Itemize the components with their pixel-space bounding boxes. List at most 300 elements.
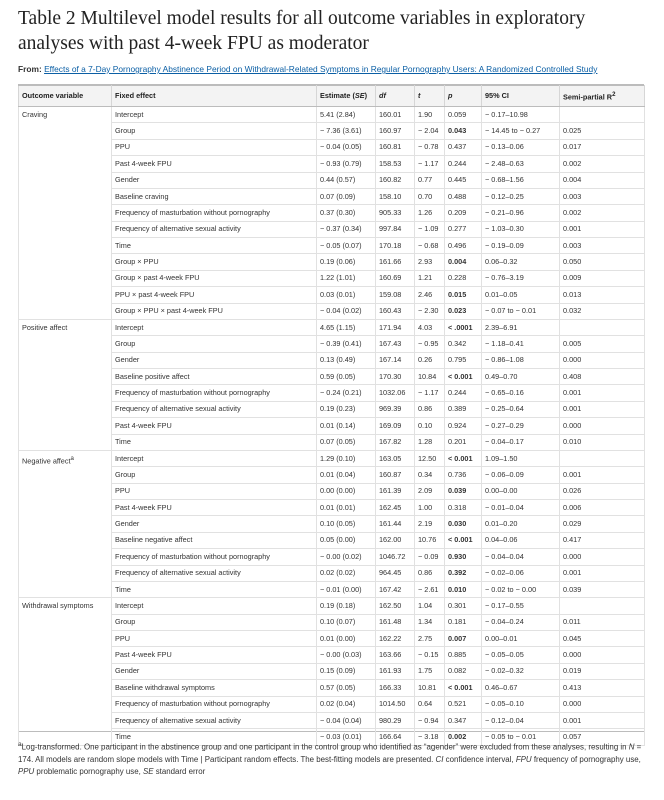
table-row [19,369,645,385]
ci-cell: − 1.03–0.30 [482,221,560,237]
ci-cell: − 0.02–0.32 [482,663,560,679]
r2-cell: 0.026 [560,483,645,499]
df-cell: 162.50 [376,598,415,614]
p-cell: < 0.001 [445,450,482,466]
df-cell: 171.94 [376,319,415,335]
df-cell: 159.08 [376,287,415,303]
p-cell: 0.389 [445,401,482,417]
effect-cell: Time [112,729,317,745]
results-table [18,85,645,746]
df-cell: 163.05 [376,450,415,466]
p-cell: 0.209 [445,205,482,221]
r2-cell: 0.010 [560,434,645,450]
p-cell: 0.301 [445,598,482,614]
effect-cell: Group × past 4-week FPU [112,270,317,286]
ci-cell: 0.04–0.06 [482,532,560,548]
effect-cell: Intercept [112,450,317,466]
estimate-cell: 1.22 (1.01) [317,270,376,286]
df-cell: 160.97 [376,123,415,139]
p-cell: 0.015 [445,287,482,303]
df-cell: 167.42 [376,581,415,597]
col-header-ci: 95% CI [482,86,560,107]
estimate-cell: 0.01 (0.14) [317,418,376,434]
estimate-cell: 0.57 (0.05) [317,680,376,696]
r2-cell: 0.002 [560,156,645,172]
footnote-marker: a [18,741,22,748]
estimate-cell: 0.19 (0.18) [317,598,376,614]
effect-cell: Baseline negative affect [112,532,317,548]
col-header-t: t [415,86,445,107]
ci-cell: 0.46–0.67 [482,680,560,696]
r2-cell: 0.050 [560,254,645,270]
ci-cell: − 0.04–0.24 [482,614,560,630]
df-cell: 167.82 [376,434,415,450]
p-cell: 0.059 [445,107,482,123]
p-cell: 0.392 [445,565,482,581]
r2-cell [560,107,645,123]
ci-cell: − 0.01–0.04 [482,500,560,516]
df-cell: 1014.50 [376,696,415,712]
p-cell: 0.924 [445,418,482,434]
table-row [19,467,645,483]
table-row [19,172,645,188]
table-row [19,319,645,335]
r2-cell: 0.000 [560,549,645,565]
df-cell: 161.93 [376,663,415,679]
p-cell: 0.496 [445,238,482,254]
effect-cell: Group [112,123,317,139]
effect-cell: Past 4-week FPU [112,500,317,516]
outcome-cell: Withdrawal symptoms [19,598,112,745]
df-cell: 167.43 [376,336,415,352]
t-cell: 0.77 [415,172,445,188]
p-cell: 0.445 [445,172,482,188]
df-cell: 997.84 [376,221,415,237]
p-cell: 0.521 [445,696,482,712]
estimate-cell: 0.19 (0.06) [317,254,376,270]
effect-cell: Group [112,336,317,352]
ci-cell: − 0.04–0.04 [482,549,560,565]
estimate-cell: 0.01 (0.04) [317,467,376,483]
r2-cell: 0.013 [560,287,645,303]
estimate-cell: − 0.93 (0.79) [317,156,376,172]
estimate-cell: − 0.39 (0.41) [317,336,376,352]
footnote-marker: a [70,454,74,462]
estimate-cell: 4.65 (1.15) [317,319,376,335]
table-row [19,680,645,696]
effect-cell: Intercept [112,107,317,123]
p-cell: 0.347 [445,712,482,728]
r2-cell: 0.006 [560,500,645,516]
abbreviation: CI [435,754,444,764]
p-cell: < .0001 [445,319,482,335]
table-row [19,156,645,172]
df-cell: 169.09 [376,418,415,434]
p-cell: < 0.001 [445,532,482,548]
table-row [19,598,645,614]
r2-cell: 0.025 [560,123,645,139]
r2-cell: 0.417 [560,532,645,548]
effect-cell: Intercept [112,319,317,335]
t-cell: 10.84 [415,369,445,385]
r2-cell: 0.408 [560,369,645,385]
t-cell: 2.09 [415,483,445,499]
table-row [19,418,645,434]
ci-cell: − 0.04–0.17 [482,434,560,450]
df-cell: 167.14 [376,352,415,368]
t-cell: − 0.09 [415,549,445,565]
table-row [19,516,645,532]
table-row [19,434,645,450]
t-cell: 0.10 [415,418,445,434]
r2-cell: 0.045 [560,631,645,647]
df-cell: 161.66 [376,254,415,270]
df-cell: 969.39 [376,401,415,417]
df-cell: 162.45 [376,500,415,516]
r2-cell: 0.000 [560,696,645,712]
r2-cell: 0.003 [560,238,645,254]
ci-cell: − 0.19–0.09 [482,238,560,254]
table-row [19,647,645,663]
estimate-cell: 0.13 (0.49) [317,352,376,368]
table-row [19,188,645,204]
estimate-cell: 0.00 (0.00) [317,483,376,499]
estimate-cell: 0.10 (0.05) [317,516,376,532]
p-cell: 0.277 [445,221,482,237]
table-row [19,712,645,728]
effect-cell: Group × PPU [112,254,317,270]
r2-cell: 0.001 [560,221,645,237]
ci-cell: 0.01–0.20 [482,516,560,532]
estimate-cell: 0.44 (0.57) [317,172,376,188]
estimate-cell: − 0.37 (0.34) [317,221,376,237]
ci-cell: − 0.06–0.09 [482,467,560,483]
estimate-cell: 0.02 (0.02) [317,565,376,581]
r2-cell: 0.000 [560,352,645,368]
table-header-row [19,86,645,107]
ci-cell: − 0.02–0.06 [482,565,560,581]
estimate-cell: − 0.05 (0.07) [317,238,376,254]
ci-cell: − 0.05 to − 0.01 [482,729,560,745]
r2-cell: 0.029 [560,516,645,532]
df-cell: 166.33 [376,680,415,696]
df-cell: 161.39 [376,483,415,499]
p-cell: 0.318 [445,500,482,516]
abbreviation: SE [143,767,154,777]
r2-cell: 0.039 [560,581,645,597]
p-cell: 0.007 [445,631,482,647]
r2-cell: 0.032 [560,303,645,319]
r2-cell: 0.001 [560,712,645,728]
df-cell: 158.53 [376,156,415,172]
table-row [19,303,645,319]
table-row [19,581,645,597]
p-cell: 0.002 [445,729,482,745]
estimate-cell: 0.03 (0.01) [317,287,376,303]
ci-cell: − 0.07 to − 0.01 [482,303,560,319]
df-cell: 1032.06 [376,385,415,401]
df-cell: 1046.72 [376,549,415,565]
p-cell: 0.023 [445,303,482,319]
df-cell: 160.69 [376,270,415,286]
source-label: From: [18,64,42,74]
table-row [19,450,645,466]
t-cell: − 3.18 [415,729,445,745]
p-cell: 0.930 [445,549,482,565]
t-cell: − 1.17 [415,385,445,401]
t-cell: 10.76 [415,532,445,548]
effect-cell: Time [112,238,317,254]
effect-cell: Frequency of alternative sexual activity [112,712,317,728]
t-cell: 2.46 [415,287,445,303]
df-cell: 158.10 [376,188,415,204]
p-cell: < 0.001 [445,369,482,385]
source-article-link[interactable]: Effects of a 7-Day Pornography Abstinence Period on Withdrawal-Related Symptoms in Regular Pornography Users: A Randomized Controlled Study [44,64,598,74]
t-cell: 0.34 [415,467,445,483]
t-cell: − 0.68 [415,238,445,254]
df-cell: 905.33 [376,205,415,221]
p-cell: 0.010 [445,581,482,597]
effect-cell: PPU [112,139,317,155]
t-cell: − 2.61 [415,581,445,597]
estimate-cell: 5.41 (2.84) [317,107,376,123]
r2-cell [560,598,645,614]
df-cell: 162.22 [376,631,415,647]
df-cell: 161.44 [376,516,415,532]
effect-cell: Baseline craving [112,188,317,204]
table-row [19,500,645,516]
effect-cell: Frequency of masturbation without pornography [112,549,317,565]
r2-cell: 0.011 [560,614,645,630]
t-cell: 2.93 [415,254,445,270]
r2-cell: 0.001 [560,565,645,581]
table-footnote: $^a$Log-transformed. One participant in the abstinence group and one participant in the control group who identified as “agender” were excluded from these analyses, resulting in N = 174. All models are random slope models with Time | Participant random effects. The best-fitting models are presented. CI confidence interval, FPU frequency of pornography use, PPU problematic pornography use, SE standard error [18,741,642,777]
ci-cell: − 0.68–1.56 [482,172,560,188]
table-row [19,205,645,221]
t-cell: 0.86 [415,401,445,417]
outcome-cell: Positive affect [19,319,112,450]
r2-cell: 0.001 [560,385,645,401]
p-cell: 0.004 [445,254,482,270]
table-row [19,549,645,565]
table-row [19,614,645,630]
t-cell: 1.26 [415,205,445,221]
table-row [19,107,645,123]
effect-cell: PPU × past 4-week FPU [112,287,317,303]
ci-cell: − 0.76–3.19 [482,270,560,286]
effect-cell: Gender [112,663,317,679]
ci-cell: 0.49–0.70 [482,369,560,385]
t-cell: 1.04 [415,598,445,614]
estimate-cell: 0.37 (0.30) [317,205,376,221]
t-cell: 10.81 [415,680,445,696]
estimate-cell: 0.02 (0.04) [317,696,376,712]
df-cell: 170.30 [376,369,415,385]
p-cell: 0.488 [445,188,482,204]
t-cell: 12.50 [415,450,445,466]
table-row [19,336,645,352]
results-table-container [18,84,644,741]
ci-cell: − 0.21–0.96 [482,205,560,221]
t-cell: − 0.95 [415,336,445,352]
estimate-cell: 0.07 (0.09) [317,188,376,204]
r2-cell: 0.000 [560,418,645,434]
t-cell: 1.75 [415,663,445,679]
estimate-cell: − 0.24 (0.21) [317,385,376,401]
effect-cell: Frequency of alternative sexual activity [112,401,317,417]
r2-cell: 0.413 [560,680,645,696]
t-cell: 1.00 [415,500,445,516]
ci-cell: − 0.65–0.16 [482,385,560,401]
abbreviation: PPU [18,767,35,777]
p-cell: 0.030 [445,516,482,532]
ci-cell: 2.39–6.91 [482,319,560,335]
effect-cell: Baseline withdrawal symptoms [112,680,317,696]
df-cell: 964.45 [376,565,415,581]
effect-cell: PPU [112,483,317,499]
df-cell: 170.18 [376,238,415,254]
table-row [19,352,645,368]
ci-cell: − 0.05–0.10 [482,696,560,712]
effect-cell: Gender [112,352,317,368]
ci-cell: − 0.05–0.05 [482,647,560,663]
effect-cell: Time [112,581,317,597]
effect-cell: Frequency of masturbation without pornography [112,696,317,712]
t-cell: 1.34 [415,614,445,630]
estimate-cell: − 0.04 (0.04) [317,712,376,728]
table-row [19,123,645,139]
table-title: Table 2 Multilevel model results for all outcome variables in exploratory analyses with past 4-week FPU as moderator [18,8,586,54]
estimate-cell: 0.01 (0.01) [317,500,376,516]
effect-cell: Group × PPU × past 4-week FPU [112,303,317,319]
t-cell: 2.19 [415,516,445,532]
df-cell: 162.00 [376,532,415,548]
table-row [19,532,645,548]
outcome-cell: Craving [19,107,112,320]
table-body [19,107,645,746]
table-row [19,270,645,286]
ci-cell: − 0.02 to − 0.00 [482,581,560,597]
col-header-p: p [445,86,482,107]
estimate-cell: − 7.36 (3.61) [317,123,376,139]
source-line [18,64,658,74]
ci-cell: − 0.12–0.25 [482,188,560,204]
r2-cell: 0.003 [560,188,645,204]
effect-cell: Past 4-week FPU [112,418,317,434]
p-cell: 0.795 [445,352,482,368]
estimate-cell: − 0.00 (0.03) [317,647,376,663]
r2-cell: 0.001 [560,401,645,417]
df-cell: 166.64 [376,729,415,745]
estimate-cell: 1.29 (0.10) [317,450,376,466]
effect-cell: Group [112,614,317,630]
t-cell: 0.70 [415,188,445,204]
p-cell: 0.244 [445,156,482,172]
ci-cell: − 0.25–0.64 [482,401,560,417]
effect-cell: Frequency of alternative sexual activity [112,565,317,581]
r2-cell: 0.005 [560,336,645,352]
t-cell: − 1.17 [415,156,445,172]
p-cell: 0.342 [445,336,482,352]
p-cell: 0.228 [445,270,482,286]
r2-cell: 0.009 [560,270,645,286]
col-header-outcome: Outcome variable [19,86,112,107]
ci-cell: 1.09–1.50 [482,450,560,466]
ci-cell: 0.00–0.00 [482,483,560,499]
estimate-cell: − 0.00 (0.02) [317,549,376,565]
estimate-cell: 0.59 (0.05) [317,369,376,385]
t-cell: − 0.15 [415,647,445,663]
estimate-cell: 0.07 (0.05) [317,434,376,450]
t-cell: 1.28 [415,434,445,450]
estimate-cell: 0.10 (0.07) [317,614,376,630]
estimate-cell: 0.01 (0.00) [317,631,376,647]
p-cell: 0.181 [445,614,482,630]
table-row [19,221,645,237]
effect-cell: Frequency of masturbation without pornography [112,205,317,221]
estimate-cell: − 0.01 (0.00) [317,581,376,597]
ci-cell: − 0.17–0.55 [482,598,560,614]
effect-cell: Past 4-week FPU [112,156,317,172]
estimate-cell: − 0.04 (0.05) [317,139,376,155]
col-header-r2: Semi-partial $R^2$ [560,86,645,107]
t-cell: 0.26 [415,352,445,368]
effect-cell: Group [112,467,317,483]
df-cell: 160.43 [376,303,415,319]
superscript-2: 2 [612,90,616,98]
estimate-cell: − 0.04 (0.02) [317,303,376,319]
t-cell: − 0.78 [415,139,445,155]
t-cell: 1.90 [415,107,445,123]
col-header-effect: Fixed effect [112,86,317,107]
t-cell: 0.64 [415,696,445,712]
ci-cell: − 0.13–0.06 [482,139,560,155]
effect-cell: Frequency of masturbation without pornography [112,385,317,401]
ci-cell: 0.06–0.32 [482,254,560,270]
r2-cell [560,319,645,335]
p-cell: 0.736 [445,467,482,483]
df-cell: 160.81 [376,139,415,155]
table-row [19,238,645,254]
r2-cell: 0.002 [560,205,645,221]
effect-cell: Baseline positive affect [112,369,317,385]
ci-cell: − 14.45 to − 0.27 [482,123,560,139]
table-row [19,696,645,712]
ci-cell: − 1.18–0.41 [482,336,560,352]
estimate-cell: 0.19 (0.23) [317,401,376,417]
p-cell: 0.437 [445,139,482,155]
ci-cell: − 0.27–0.29 [482,418,560,434]
effect-cell: PPU [112,631,317,647]
p-cell: 0.082 [445,663,482,679]
p-cell: 0.039 [445,483,482,499]
t-cell: − 0.94 [415,712,445,728]
t-cell: − 2.04 [415,123,445,139]
t-cell: − 2.30 [415,303,445,319]
r2-cell: 0.057 [560,729,645,745]
table-row [19,663,645,679]
p-cell: 0.043 [445,123,482,139]
ci-cell: − 0.86–1.08 [482,352,560,368]
r2-cell: 0.017 [560,139,645,155]
r2-cell: 0.000 [560,647,645,663]
n-label: N [628,742,635,752]
t-cell: 1.21 [415,270,445,286]
df-cell: 160.01 [376,107,415,123]
effect-cell: Intercept [112,598,317,614]
r2-cell: 0.004 [560,172,645,188]
t-cell: − 1.09 [415,221,445,237]
